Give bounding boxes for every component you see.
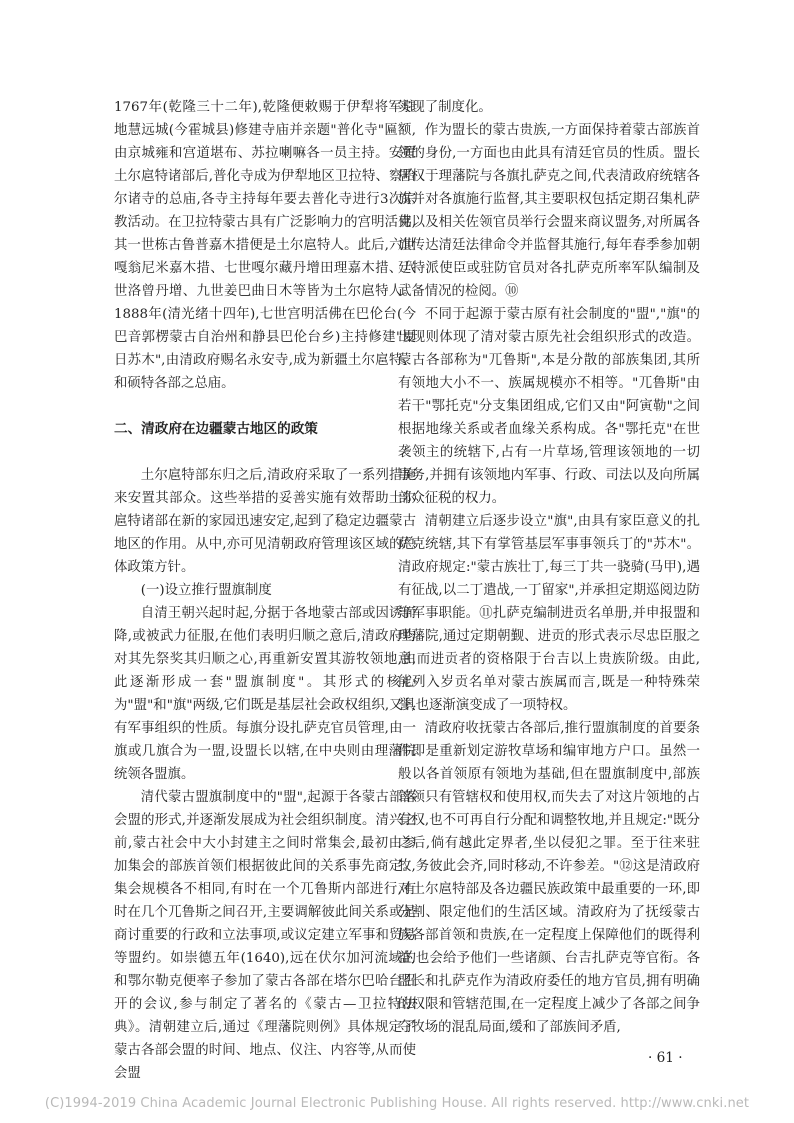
body-paragraph: 清代蒙古盟旗制度中的"盟",起源于各蒙古部落会盟的形式,并逐渐发展成为社会组织制度。清兴之前,蒙古社会中大小封建主之间时常集会,最初由参加集会的部族首领们根据彼此间的关系事先商定。集会规模各不相同,有时在一个兀鲁斯内部进行,有时在几个兀鲁斯之间召开,主要调解彼此间关系或是商讨重要的行政和立法事项,或议定建立军事和贸易等盟约。如崇德五年(1640),远在伏尔加河流域的和鄂尔勒克便率子参加了蒙古各部在塔尔巴哈台召开的会议,参与制定了著名的《蒙古—卫拉特法典》。清朝建立后,通过《理藩院则例》具体规定了蒙古各部会盟的时间、地点、仪注、内容等,从而使会盟: [114, 790, 416, 1081]
body-paragraph: 实现了制度化。: [398, 100, 492, 115]
body-paragraph: 土尔扈特部东归之后,清政府采取了一系列措施来安置其部众。这些举措的妥善实施有效帮助土尔扈特诸部在新的家园迅速安定,起到了稳定边疆蒙古地区的作用。从中,亦可见清朝政府管理该区域的总体政策方针。: [114, 468, 416, 575]
left-column: [114, 96, 416, 1085]
body-paragraph: 不同于起源于蒙古原有社会制度的"盟","旗"的出现则体现了清对蒙古原先社会组织形式的改造。蒙古各部称为"兀鲁斯",本是分散的部族集团,其所有领地大小不一、族属规模亦不相等。"兀鲁斯"由若干"鄂托克"分支集团组成,它们又由"阿寅勒"之间根据地缘关系或者血缘关系构成。各"鄂托克"在世袭领主的统辖下,占有一片草场,管理该领地的一切事务,并拥有该领地内军事、行政、司法以及向所属部众征税的权力。: [398, 307, 700, 506]
right-column: [398, 96, 700, 1039]
body-paragraph: 自清王朝兴起时起,分据于各地蒙古部或因诱而降,或被武力征服,在他们表明归顺之意后,清政府均对其先祭奖其归顺之心,再重新安置其游牧领地,由此逐渐形成一套"盟旗制度"。其形式的核心为"盟"和"旗"两级,它们既是基层社会政权组织,又具有军事组织的性质。每旗分设扎萨克官员管理,由一旗或几旗合为一盟,设盟长以辖,在中央则由理藩院统领各盟旗。: [114, 606, 416, 782]
section-heading: 二、清政府在边疆蒙古地区的政策: [114, 421, 318, 437]
body-paragraph: 作为盟长的蒙古贵族,一方面保持着蒙古部族首领的身份,一方面也由此具有清廷官员的性质。盟长居权于理藩院与各旗扎萨克之间,代表清政府统辖各旗并对各旗施行监督,其主要职权包括定期召集札萨克以及相关佐领官员举行会盟来商议盟务,对所属各旗传达清廷法律命令并监督其施行,每年春季参加朝廷特派使臣或驻防官员对各扎萨克所率军队编制及武备情况的检阅。⑩: [398, 123, 700, 299]
body-paragraph: 清政府收抚蒙古各部后,推行盟旗制度的首要条件即是重新划定游牧草场和编审地方户口。虽然一般以各首领原有领地为基础,但在盟旗制度中,部族首领只有管辖权和使用权,而失去了对这片领地的占有权,也不可再自行分配和调整牧地,并且规定:"既分之后,倘有越此定界者,坐以侵犯之罪。至于往来驻牧,务彼此会齐,同时移动,不许参差。"⑫这是清政府对土尔扈特部及各边疆民族政策中最重要的一环,即分割、限定他们的生活区域。清政府为了抚绥蒙古族各部首领和贵族,在一定程度上保障他们的既得利益,也会给予他们一些诸颜、台吉扎萨克等官衔。各盟长和扎萨克作为清政府委任的地方官员,拥有明确的权限和管辖范围,在一定程度上减少了各部之间争夺牧场的混乱局面,缓和了部族间矛盾,: [398, 721, 700, 1035]
page-number: · 61 ·: [648, 1050, 683, 1066]
body-paragraph: 1767年(乾隆三十二年),乾隆便敕赐于伊犁将军驻地慧远城(今霍城县)修建寺庙并亲题"普化寺"匾额,由京城雍和宫道堪布、苏拉喇嘛各一员主持。安置土尔扈特诸部后,普化寺成为伊犁地区卫拉特、察哈尔诸寺的总庙,各寺主持每年要去普化寺进行3次宗教活动。在卫拉特蒙古具有广泛影响力的宫明活佛,其一世栋古鲁普嘉木措便是土尔扈特人。此后,六世嘎翁尼米嘉木措、七世嘎尔藏丹增田理嘉木措、八世洛曾丹增、九世姜巴曲日木等皆为土尔扈特人。1888年(清光绪十四年),七世宫明活佛在巴伦台(今巴音郭楞蒙古自治州和静县巴伦台乡)主持修建"夏日苏木",由清政府赐名永安寺,成为新疆土尔扈特、和硕特各部之总庙。: [114, 100, 416, 391]
subsection-heading: (一)设立推行盟旗制度: [140, 583, 272, 598]
copyright-footer: (C)1994-2019 China Academic Journal Electronic Publishing House. All rights reserved. http://www.cnki.net: [44, 1096, 750, 1111]
body-paragraph: 清朝建立后逐步设立"旗",由具有家臣意义的扎萨克统辖,其下有掌管基层军事事领兵丁的"苏木"。清政府规定:"蒙古族壮丁,每三丁共一骁骑(马甲),遇有征战,以二丁遣战,一丁留家",并承担定期巡阅边防等军事职能。⑪扎萨克编制进贡名单册,并申报盟和理藩院,通过定期朝觐、进贡的形式表示尽忠臣服之意,而进贡者的资格限于台吉以上贵族阶级。由此,能列入岁贡名单对蒙古族属而言,既是一种特殊荣誉,也逐渐演变成了一项特权。: [398, 514, 700, 713]
